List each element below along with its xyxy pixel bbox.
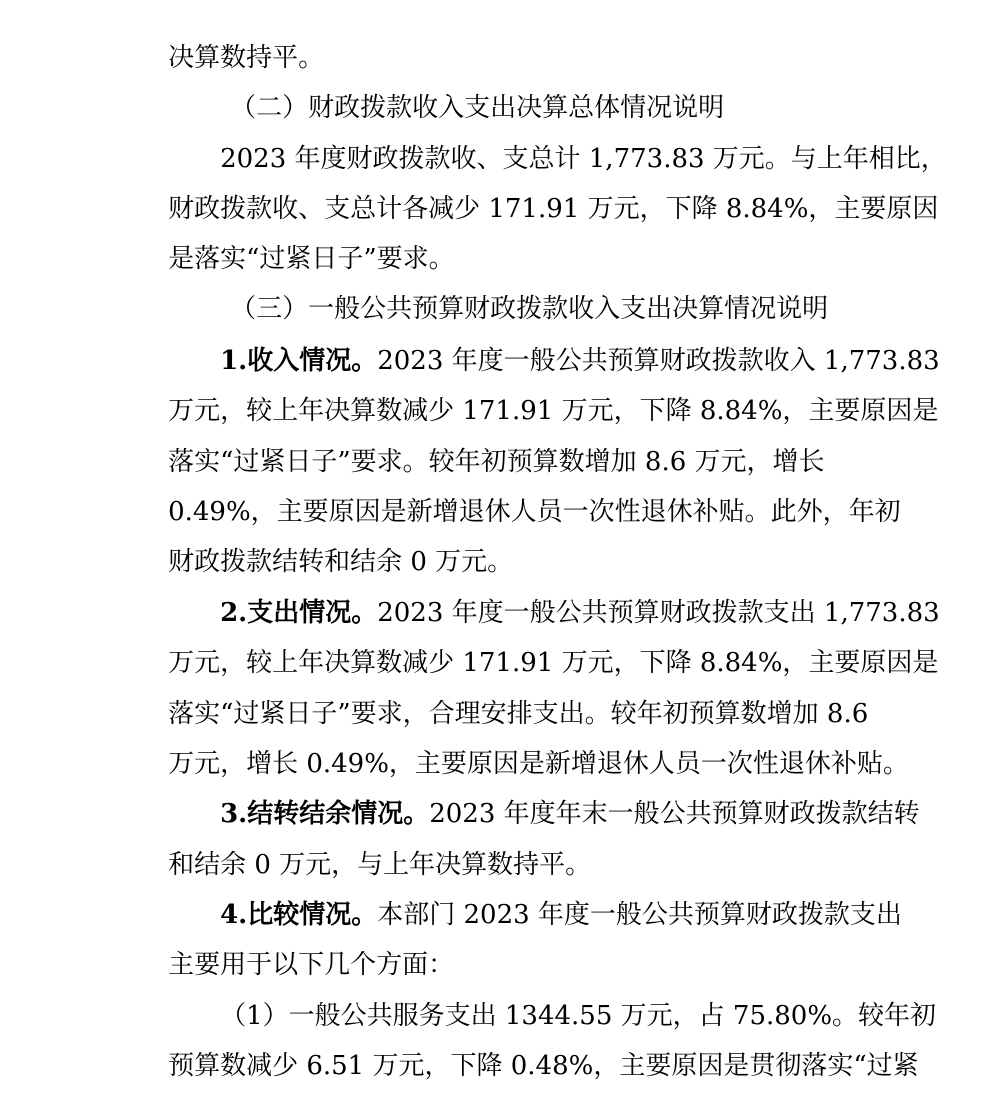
line-text: 财政拨款结转和结余 0 万元。: [168, 547, 514, 577]
subheading-carryover: 3.结转结余情况。: [220, 799, 430, 829]
text-line-continuation: [135, 7, 325, 73]
paragraph-line: [135, 663, 869, 729]
subheading-expenditure: 2.支出情况。: [220, 598, 378, 628]
subheading-comparison: 4.比较情况。: [220, 900, 378, 930]
line-text: 2023 年度一般公共预算财政拨款支出 1,773.83: [377, 598, 940, 628]
paragraph-line: [187, 562, 940, 628]
paragraph-line: [135, 208, 455, 274]
line-text: 2023 年度年末一般公共预算财政拨款结转: [429, 799, 920, 829]
line-text: 2023 年度一般公共预算财政拨款收入 1,773.83: [377, 346, 940, 376]
paragraph-line: [135, 612, 939, 678]
section-heading-2: [197, 57, 725, 123]
paragraph-line: [187, 310, 940, 376]
line-text: 是落实“过紧日子”要求。: [168, 244, 455, 274]
paragraph-line: [135, 511, 514, 577]
section-heading-3: [197, 258, 829, 324]
line-text: 本部门 2023 年度一般公共预算财政拨款支出: [377, 900, 902, 930]
paragraph-line: [135, 461, 901, 527]
heading-text: （二）财政拨款收入支出决算总体情况说明: [230, 93, 725, 123]
line-text: 决算数持平。: [168, 43, 325, 73]
line-text: 主要用于以下几个方面：: [168, 950, 455, 980]
line-text: 0.49%，主要原因是新增退休人员一次性退休补贴。此外，年初: [168, 497, 901, 527]
line-text: 2023 年度财政拨款收、支总计 1,773.83 万元。与上年相比，: [220, 144, 947, 174]
line-text: 万元，增长 0.49%，主要原因是新增退休人员一次性退休补贴。: [168, 749, 909, 779]
paragraph-line: [187, 864, 902, 930]
heading-text: （三）一般公共预算财政拨款收入支出决算情况说明: [230, 294, 829, 324]
paragraph-line: [135, 158, 939, 224]
paragraph-line: [187, 965, 937, 1031]
subheading-income: 1.收入情况。: [220, 346, 378, 376]
line-text: 万元，较上年决算数减少 171.91 万元，下降 8.84%，主要原因是: [168, 396, 939, 426]
paragraph-line: [135, 914, 455, 980]
line-text: 预算数减少 6.51 万元，下降 0.48%，主要原因是贯彻落实“过紧: [168, 1051, 919, 1081]
paragraph-line: [135, 713, 909, 779]
line-text: 和结余 0 万元，与上年决算数持平。: [168, 850, 592, 880]
paragraph-line: [135, 814, 592, 880]
paragraph-line: [135, 360, 939, 426]
line-text: 万元，较上年决算数减少 171.91 万元，下降 8.84%，主要原因是: [168, 648, 939, 678]
paragraph-line: [187, 108, 947, 174]
line-text: 财政拨款收、支总计各减少 171.91 万元，下降 8.84%，主要原因: [168, 194, 939, 224]
paragraph-line: [135, 411, 825, 477]
line-text: （1）一般公共服务支出 1344.55 万元，占 75.80%。较年初: [220, 1001, 937, 1031]
paragraph-line: [187, 763, 920, 829]
line-text: 落实“过紧日子”要求。较年初预算数增加 8.6 万元，增长: [168, 447, 825, 477]
paragraph-line: [135, 1015, 919, 1081]
line-text: 落实“过紧日子”要求，合理安排支出。较年初预算数增加 8.6: [168, 699, 869, 729]
